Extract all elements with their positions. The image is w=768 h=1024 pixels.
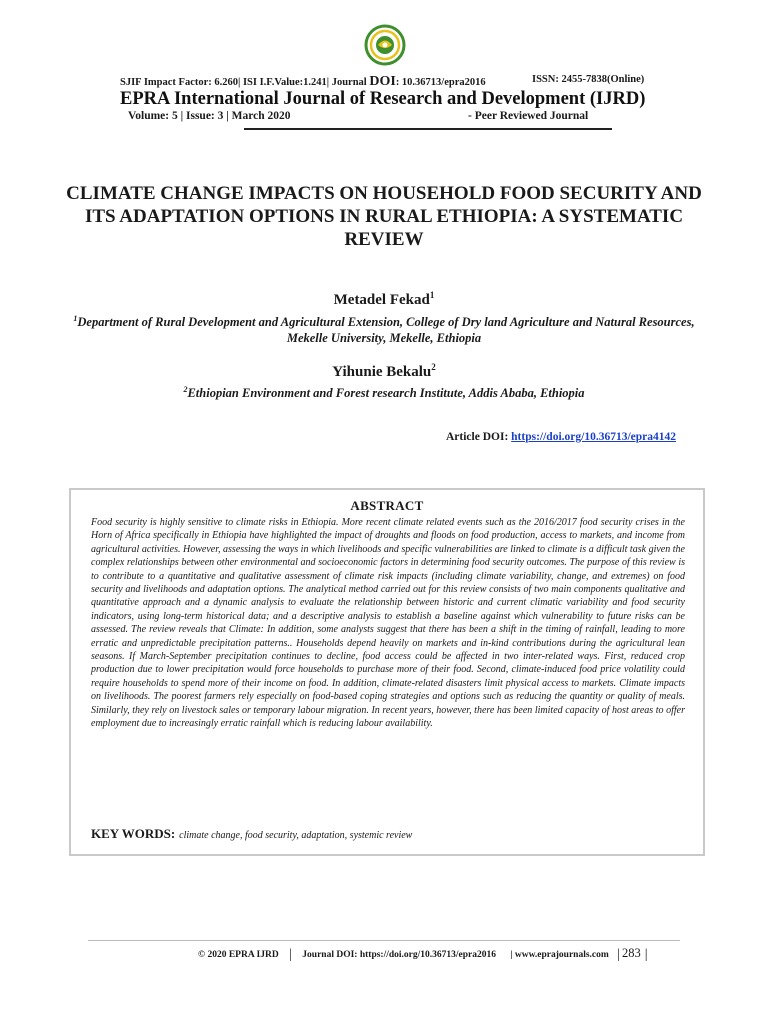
footer-copyright: © 2020 EPRA IJRD: [198, 950, 279, 960]
affiliation-text: Ethiopian Environment and Forest research Institute, Addis Ababa, Ethiopia: [187, 386, 585, 401]
footer-separator: |: [289, 947, 292, 962]
footer-divider: [88, 940, 680, 941]
impact-factor-text: SJIF Impact Factor: 6.260| ISI I.F.Value:1.241| Journal: [120, 77, 370, 88]
author-superscript: 1: [429, 290, 435, 300]
author-superscript: 2: [431, 362, 436, 372]
volume-line: [128, 110, 608, 122]
journal-doi-value: : 10.36713/epra2016: [395, 77, 486, 88]
abstract-box: [69, 488, 705, 856]
volume-issue-date: Volume: 5 | Issue: 3 | March 2020: [128, 110, 291, 122]
author-affiliation: [60, 311, 708, 346]
affiliation-text: Department of Rural Development and Agricultural Extension, College of Dry land Agriculture and Natural Resources, Mekelle University, Mekelle, Ethiopia: [77, 315, 695, 346]
article-doi: [446, 431, 676, 443]
page-footer: [198, 946, 698, 963]
author-name-text: Metadel Fekad: [333, 292, 430, 308]
doi-word: DOI: [369, 74, 396, 89]
header-divider: [244, 128, 612, 130]
author-name: [0, 290, 768, 309]
peer-reviewed-label: - Peer Reviewed Journal: [468, 110, 589, 122]
paper-title: CLIMATE CHANGE IMPACTS ON HOUSEHOLD FOOD SECURITY AND ITS ADAPTATION OPTIONS IN RURAL ETHIOPIA: A SYSTEMATIC REVIEW: [66, 183, 702, 250]
footer-journal-doi: Journal DOI: https://doi.org/10.36713/epra2016: [302, 950, 496, 960]
affiliation-superscript: 2: [183, 385, 188, 394]
keywords-label: KEY WORDS:: [91, 826, 176, 841]
journal-logo: [364, 24, 406, 66]
author-affiliation: [60, 382, 708, 401]
footer-website: | www.eprajournals.com: [510, 950, 609, 960]
abstract-heading: ABSTRACT: [350, 498, 424, 513]
abstract-body: Food security is highly sensitive to climate risks in Ethiopia. More recent climate related events such as the 2016/2017 food security crises in the Horn of Africa specifically in Ethiopia have highlighted the impact of droughts and floods on food production, access to markets, and income from agricultural activities. However, assessing the ways in which livelihoods and specific vulnerabilities are linked to climate is a difficult task given the complex relationships between other environmental and socioeconomic factors in determining food security outcomes. The purpose of this review is to contribute to a quantitative and qualitative assessment of climate risk impacts (including climate variability, change, and extremes) on food security and livelihoods and adaptation options. The analytical method carried out for this review consists of two main components qualitative and quantitative approach and a dynamic analysis to evaluate the relationship between historic and current climatic variability and food security indicators, using long-term historical data; and a descriptive analysis to establish a baseline against which vulnerability to future risks can be assessed. The review reveals that Climate: In addition, some analysts suggest that there has been a shift in the timing of rainfall, leading to more erratic and unpredictable precipitation patterns.. Households depend heavily on markets and in-kind contributions during the agricultural lean seasons. If March-September precipitation continues to decline, food access could be affected in two inter-related ways. First, reduced crop production due to lower precipitation would force households to purchase more of their food. Second, climate-induced food price volatility could require households to spend more of their income on food. In addition, climate-related disasters limit physical access to markets. Climate impacts on livelihoods. The poorest farmers rely especially on food-based coping strategies and options such as reducing the quantity or quality of meals. Similarly, they rely on livestock sales or temporary labour migration. In recent years, however, there has been limited capacity of host areas to offer employment due to increasingly erratic rainfall which is reducing labour availability.: [91, 517, 685, 730]
author-name-text: Yihunie Bekalu: [332, 364, 432, 380]
page-number: 283: [621, 946, 641, 960]
journal-title: EPRA International Journal of Research and Development (IJRD): [120, 89, 646, 109]
footer-separator: |: [644, 947, 648, 962]
keywords-line: [91, 826, 685, 842]
keywords-text: climate change, food security, adaptation, systemic review: [179, 830, 413, 841]
journal-meta-line: [120, 74, 660, 90]
author-name: [0, 362, 768, 381]
affiliation-superscript: 1: [73, 314, 78, 323]
issn-text: ISSN: 2455-7838(Online): [532, 74, 645, 85]
footer-separator: |: [617, 947, 620, 962]
article-doi-label: Article DOI:: [446, 431, 512, 443]
article-doi-link[interactable]: https://doi.org/10.36713/epra4142: [511, 431, 676, 443]
